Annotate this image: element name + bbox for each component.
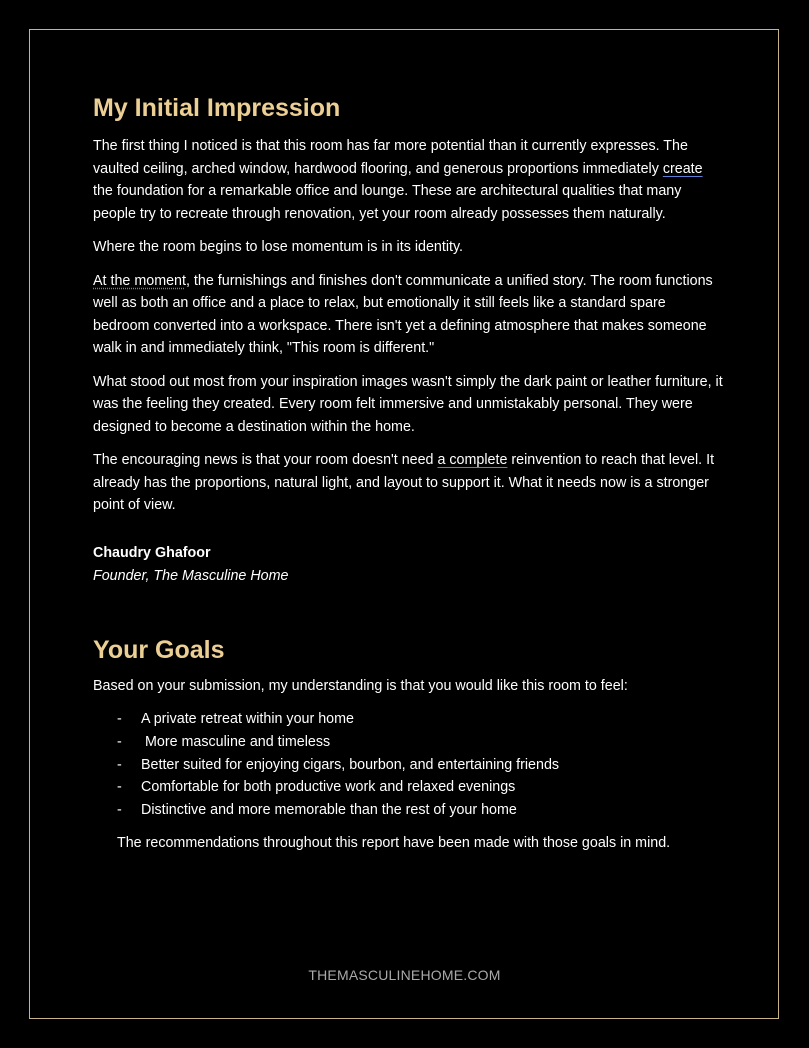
list-dash: - (117, 779, 122, 796)
list-item (93, 776, 723, 799)
paragraph-text: reinvention to reach that level. It already has the proportions, natural light, and layout to support it. What it needs now is a stronger point of view. (93, 452, 715, 513)
list-item-text: Comfortable for both productive work and relaxed evenings (141, 779, 516, 796)
paragraph-text: The encouraging news is that your room doesn't need (93, 452, 438, 468)
list-dash: - (117, 756, 122, 773)
signature-title: Founder, The Masculine Home (93, 567, 289, 584)
list-item-text: A private retreat within your home (141, 711, 354, 727)
goals-intro: Based on your submission, my understanding is that you would like this room to feel: (93, 677, 628, 694)
paragraph-text: the foundation for a remarkable office and lounge. These are architectural qualities that many people try to recreate through renovation, yet your room already possesses them naturally. (93, 183, 682, 222)
document-body (93, 90, 723, 854)
paragraph-text: The first thing I noticed is that this room has far more potential than it currently expresses. The vaulted ceiling, arched window, hardwood flooring, and generous proportions immediately (93, 138, 688, 177)
grammar-marked-phrase[interactable]: a complete (437, 452, 508, 468)
grammar-marked-word[interactable]: create (662, 160, 703, 177)
footer-website: THEMASCULINEHOME.COM (308, 967, 501, 983)
list-dash: - (117, 711, 122, 727)
goals-list (93, 708, 723, 822)
signature-name: Chaudry Ghafoor (93, 544, 211, 561)
list-item-text: More masculine and timeless (141, 733, 331, 750)
list-item (93, 731, 723, 754)
list-item-text: Better suited for enjoying cigars, bourbon, and entertaining friends (141, 756, 560, 773)
signature-block (93, 542, 723, 588)
goals-closing: The recommendations throughout this report have been made with those goals in mind. (117, 834, 671, 851)
paragraph-impression-3 (93, 270, 723, 360)
paragraph-impression-1 (93, 135, 723, 225)
list-item-text: Distinctive and more memorable than the rest of your home (141, 802, 517, 819)
paragraph-impression-4: What stood out most from your inspiration images wasn't simply the dark paint or leather furniture, it was the feeling they created. Every room felt immersive and unmistakably personal. They were designed to become a destination within the home. (93, 373, 723, 435)
paragraph-impression-2: Where the room begins to lose momentum is in its identity. (93, 239, 464, 255)
grammar-marked-phrase[interactable]: At the moment (93, 272, 186, 289)
section-heading-impression: My Initial Impression (93, 94, 341, 122)
section-heading-goals: Your Goals (93, 635, 225, 664)
list-item (93, 754, 723, 777)
list-dash: - (117, 802, 122, 819)
list-item (93, 799, 723, 822)
list-dash: - (117, 733, 122, 750)
list-item (93, 708, 723, 731)
paragraph-text: , the furnishings and finishes don't communicate a unified story. The room functions well as both an office and a place to relax, but emotionally it still feels like a standard spare bedroom converted into a workspace. There isn't yet a defining atmosphere that makes someone walk in and immediately think, "This room is different." (93, 272, 713, 356)
paragraph-impression-5 (93, 449, 723, 517)
